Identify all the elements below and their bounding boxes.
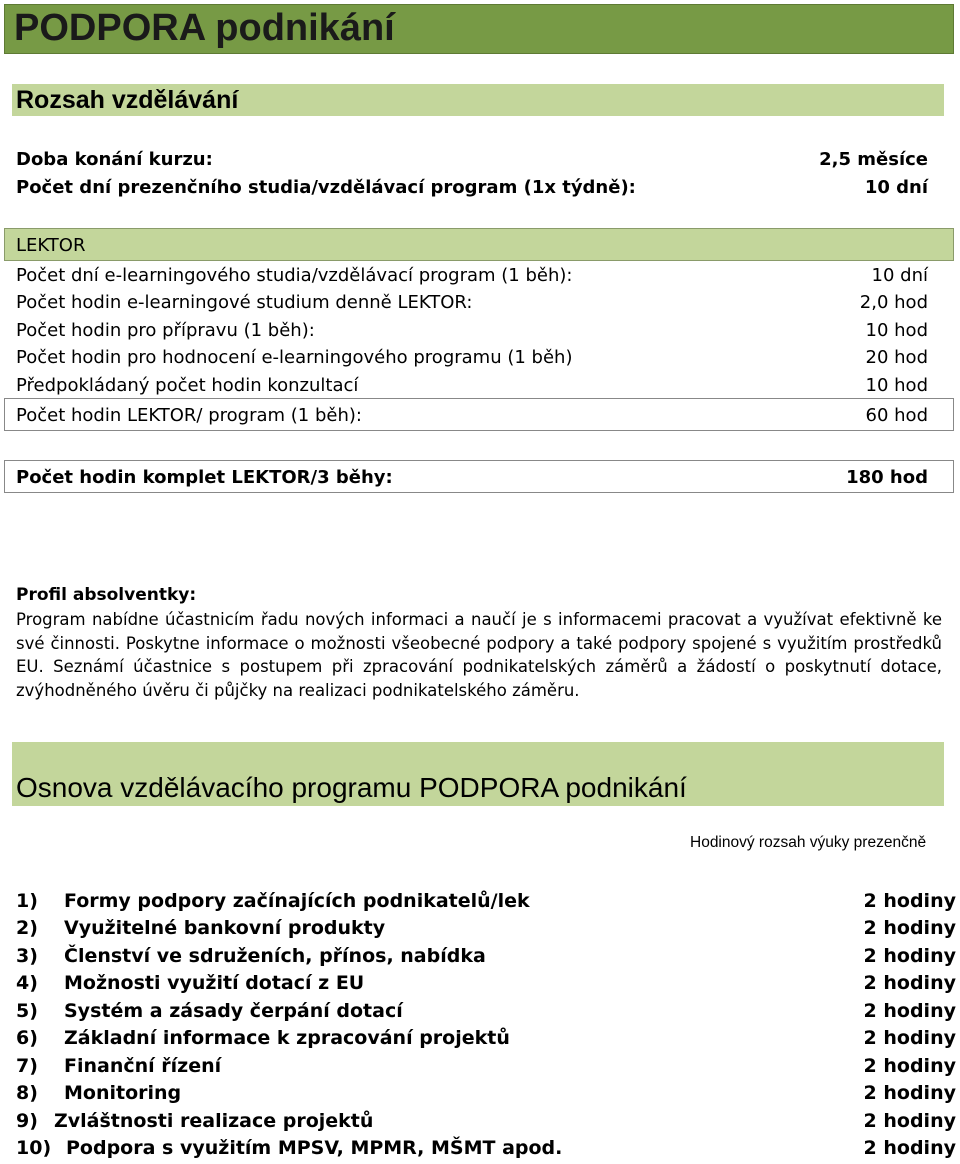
hours-column-label: Hodinový rozsah výuky prezenčně — [690, 834, 927, 851]
item-label: Finanční řízení — [64, 1055, 222, 1077]
item-hours: 2 hodiny — [863, 1055, 956, 1077]
item-label: Využitelné bankovní produkty — [64, 917, 386, 939]
item-number: 8) — [16, 1082, 38, 1104]
row-value: 2,5 měsíce — [819, 148, 928, 170]
row-value: 10 hod — [865, 319, 928, 341]
item-number: 10) — [16, 1137, 52, 1159]
lektor-total-row — [16, 402, 928, 428]
row-value: 10 dní — [871, 264, 928, 286]
osnova-heading: Osnova vzdělávacího programu PODPORA podnikání — [16, 772, 687, 803]
list-item — [16, 1000, 956, 1027]
item-number: 7) — [16, 1055, 38, 1077]
lektor-heading: LEKTOR — [16, 234, 86, 256]
row-label: Počet hodin pro hodnocení e-learningového programu (1 běh) — [16, 346, 573, 368]
profil-text: Program nabídne účastnicím řadu nových informaci a naučí je s informacemi pracovat a využívat efektivně ke své činnosti. Poskytne informace o možnosti všeobecné podpory a také podpory spojené s využitím prostředků EU. Seznámí účastnice s postupem při zpracování podnikatelských záměrů a žádostí o poskytnutí dotace, zvýhodněného úvěru či půjčky na realizaci podnikatelského záměru. — [16, 610, 942, 700]
item-label: Základní informace k zpracování projektů — [64, 1027, 510, 1049]
item-label: Systém a zásady čerpání dotací — [64, 1000, 403, 1022]
item-number: 3) — [16, 945, 38, 967]
row-value: 60 hod — [865, 404, 928, 426]
item-number: 5) — [16, 1000, 38, 1022]
list-item — [16, 917, 956, 944]
row-label: Předpokládaný počet hodin konzultací — [16, 374, 359, 396]
row-label: Počet hodin LEKTOR/ program (1 běh): — [16, 404, 362, 426]
list-item — [16, 890, 956, 917]
list-item — [16, 1055, 956, 1082]
list-item — [16, 1110, 956, 1137]
row-label: Počet dní prezenčního studia/vzdělávací program (1x týdně): — [16, 176, 636, 198]
item-hours: 2 hodiny — [863, 1082, 956, 1104]
row-label: Počet hodin pro přípravu (1 běh): — [16, 319, 315, 341]
list-item — [16, 972, 956, 999]
item-label: Možnosti využití dotací z EU — [64, 972, 365, 994]
row-label: Doba konání kurzu: — [16, 148, 213, 170]
lektor-row — [16, 372, 928, 398]
item-label: Podpora s využitím MPSV, MPMR, MŠMT apod. — [66, 1137, 563, 1159]
row-label: Počet hodin e-learningové studium denně LEKTOR: — [16, 291, 473, 313]
row-value: 2,0 hod — [859, 291, 928, 313]
item-label: Formy podpory začínajících podnikatelů/lek — [64, 890, 530, 912]
profil-heading: Profil absolventky: — [16, 585, 197, 605]
item-label: Monitoring — [64, 1082, 182, 1104]
item-hours: 2 hodiny — [863, 1000, 956, 1022]
item-number: 1) — [16, 890, 38, 912]
rozsah-row — [16, 174, 928, 200]
lektor-row — [16, 262, 928, 288]
row-label: Počet dní e-learningového studia/vzdělávací program (1 běh): — [16, 264, 573, 286]
lektor-row — [16, 344, 928, 370]
list-item — [16, 1082, 956, 1109]
page-title: PODPORA podnikání — [14, 7, 395, 49]
row-value: 10 dní — [864, 176, 928, 198]
item-number: 6) — [16, 1027, 38, 1049]
item-hours: 2 hodiny — [863, 917, 956, 939]
list-item — [16, 1027, 956, 1054]
item-hours: 2 hodiny — [863, 1027, 956, 1049]
row-value: 180 hod — [846, 466, 928, 488]
item-hours: 2 hodiny — [863, 945, 956, 967]
item-hours: 2 hodiny — [863, 1137, 956, 1159]
komplet-row — [16, 464, 928, 490]
lektor-row — [16, 317, 928, 343]
lektor-heading-row — [16, 232, 928, 258]
item-hours: 2 hodiny — [863, 1110, 956, 1132]
item-label: Zvláštnosti realizace projektů — [54, 1110, 374, 1132]
item-hours: 2 hodiny — [863, 890, 956, 912]
list-item — [16, 1137, 956, 1164]
item-number: 9) — [16, 1110, 38, 1132]
item-hours: 2 hodiny — [863, 972, 956, 994]
item-number: 4) — [16, 972, 38, 994]
list-item — [16, 945, 956, 972]
item-label: Členství ve sdruženích, přínos, nabídka — [64, 945, 486, 967]
lektor-row — [16, 289, 928, 315]
rozsah-heading: Rozsah vzdělávání — [16, 86, 239, 114]
rozsah-row — [16, 146, 928, 172]
row-value: 10 hod — [865, 374, 928, 396]
item-number: 2) — [16, 917, 38, 939]
row-label: Počet hodin komplet LEKTOR/3 běhy: — [16, 466, 393, 488]
row-value: 20 hod — [865, 346, 928, 368]
